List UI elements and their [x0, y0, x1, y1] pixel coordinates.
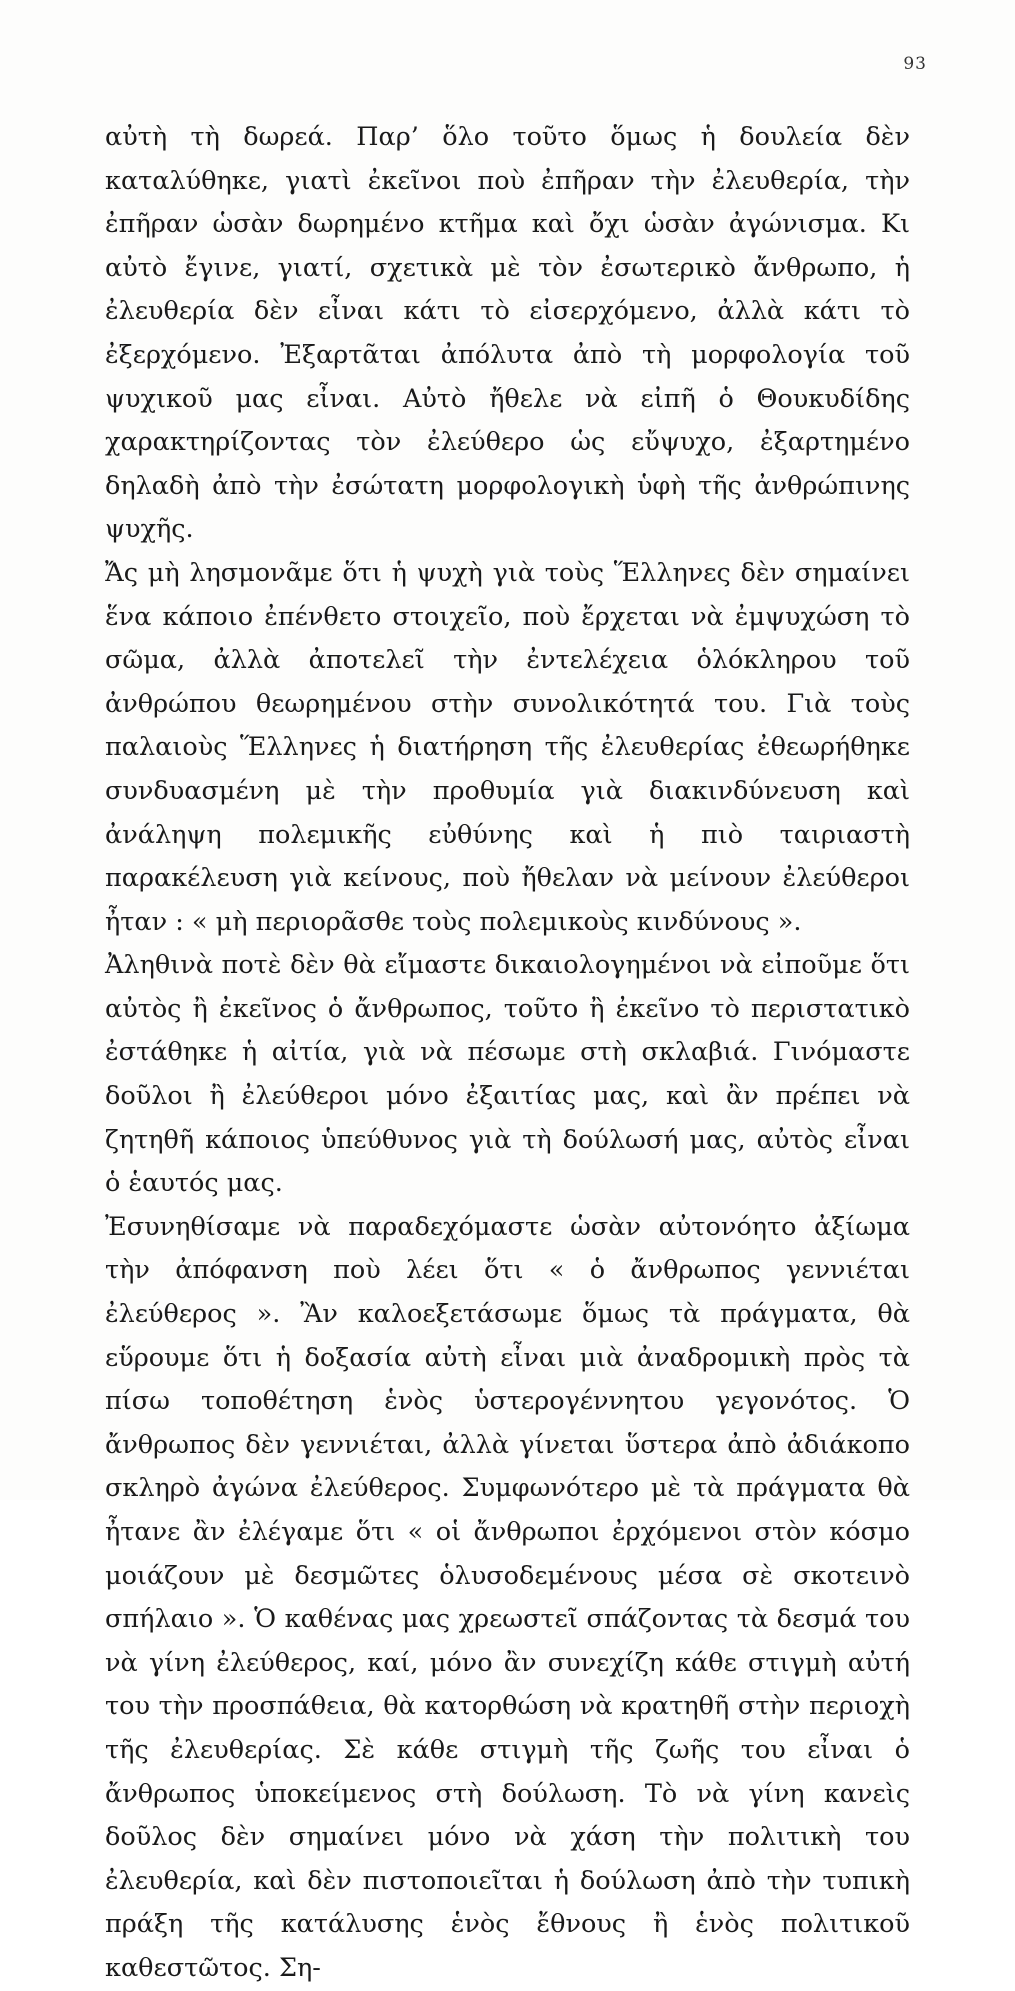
paragraph: Ἄς μὴ λησμονᾶμε ὅτι ἡ ψυχὴ γιὰ τοὺς Ἕλληνες δὲν σημαίνει ἕνα κάποιο ἐπένθετο στοιχεῖο, ποὺ ἔρχεται νὰ ἐμψυχώση τὸ σῶμα, ἀλλὰ ἀποτελεῖ τὴν ἐντελέχεια ὁλόκληρου τοῦ ἀνθρώπου θεωρημένου στὴν συνολικότητά του. Γιὰ τοὺς παλαιοὺς Ἕλληνες ἡ διατήρηση τῆς ἐλευθερίας ἐθεωρήθηκε συνδυασμένη μὲ τὴν προθυμία γιὰ διακινδύνευση καὶ ἀνάληψη πολεμικῆς εὐθύνης καὶ ἡ πιὸ ταιριαστὴ παρακέλευση γιὰ κείνους, ποὺ ἤθελαν νὰ μείνουν ἐλεύθεροι ἦταν : « μὴ περιορᾶσθε τοὺς πολεμικοὺς κινδύνους ».: [105, 557, 910, 937]
paragraph: Ἀληθινὰ ποτὲ δὲν θὰ εἴμαστε δικαιολογημένοι νὰ εἰποῦμε ὅτι αὐτὸς ἢ ἐκεῖνος ὁ ἄνθρωπος, τοῦτο ἢ ἐκεῖνο τὸ περιστατικὸ ἐστάθηκε ἡ αἰτία, γιὰ νὰ πέσωμε στὴ σκλαβιά. Γινόμαστε δοῦλοι ἢ ἐλεύθεροι μόνο ἐξαιτίας μας, καὶ ἂν πρέπει νὰ ζητηθῆ κάποιος ὑπεύθυνος γιὰ τὴ δούλωσή μας, αὐτὸς εἶναι ὁ ἑαυτός μας.: [105, 950, 910, 1199]
paragraph: Ἐσυνηθίσαμε νὰ παραδεχόμαστε ὡσὰν αὐτονόητο ἀξίωμα τὴν ἀπόφανση ποὺ λέει ὅτι « ὁ ἄνθρωπος γεννιέται ἐλεύθερος ». Ἂν καλοεξετάσωμε ὅμως τὰ πράγματα, θὰ εὕρουμε ὅτι ἡ δοξασία αὐτὴ εἶναι μιὰ ἀναδρομικὴ πρὸς τὰ πίσω τοποθέτηση ἑνὸς ὑστερογέννητου γεγονότος. Ὁ ἄνθρωπος δὲν γεννιέται, ἀλλὰ γίνεται ὕστερα ἀπὸ ἀδιάκοπο σκληρὸ ἀγώνα ἐλεύθερος. Συμφωνότερο μὲ τὰ πράγματα θὰ ἦτανε ἂν ἐλέγαμε ὅτι « οἱ ἄνθρωποι ἐρχόμενοι στὸν κόσμο μοιάζουν μὲ δεσμῶτες ὁλυσοδεμένους μέσα σὲ σκοτεινὸ σπήλαιο ». Ὁ καθένας μας χρεωστεῖ σπάζοντας τὰ δεσμά του νὰ γίνη ἐλεύθερος, καί, μόνο ἂν συνεχίζη κάθε στιγμὴ αὐτή του τὴν προσπάθεια, θὰ κατορθώση νὰ κρατηθῆ στὴν περιοχὴ τῆς ἐλευθερίας. Σὲ κάθε στιγμὴ τῆς ζωῆς του εἶναι ὁ ἄνθρωπος ὑποκείμενος στὴ δούλωση. Τὸ νὰ γίνη κανεὶς δοῦλος δὲν σημαίνει μόνο νὰ χάση τὴν πολιτικὴ του ἐλευθερία, καὶ δὲν πιστοποιεῖται ἡ δούλωση ἀπὸ τὴν τυπικὴ πράξη τῆς κατάλυσης ἑνὸς ἔθνους ἢ ἑνὸς πολιτικοῦ καθεστῶτος. Ση-: [105, 1211, 910, 1983]
body-text: [105, 116, 910, 1991]
page-number: 93: [903, 54, 927, 74]
paragraph: αὐτὴ τὴ δωρεά. Παρ’ ὅλο τοῦτο ὅμως ἡ δουλεία δὲν καταλύθηκε, γιατὶ ἐκεῖνοι ποὺ ἐπῆραν τὴν ἐλευθερία, τὴν ἐπῆραν ὡσὰν δωρημένο κτῆμα καὶ ὄχι ὡσὰν ἀγώνισμα. Κι αὐτὸ ἔγινε, γιατί, σχετικὰ μὲ τὸν ἐσωτερικὸ ἄνθρωπο, ἡ ἐλευθερία δὲν εἶναι κάτι τὸ εἰσερχόμενο, ἀλλὰ κάτι τὸ ἐξερχόμενο. Ἐξαρτᾶται ἀπόλυτα ἀπὸ τὴ μορφολογία τοῦ ψυχικοῦ μας εἶναι. Αὐτὸ ἤθελε νὰ εἰπῆ ὁ Θουκυδίδης χαρακτηρίζοντας τὸν ἐλεύθερο ὡς εὔψυχο, ἐξαρτημένο δηλαδὴ ἀπὸ τὴν ἐσώτατη μορφολογικὴ ὑφὴ τῆς ἀνθρώπινης ψυχῆς.: [105, 122, 910, 545]
